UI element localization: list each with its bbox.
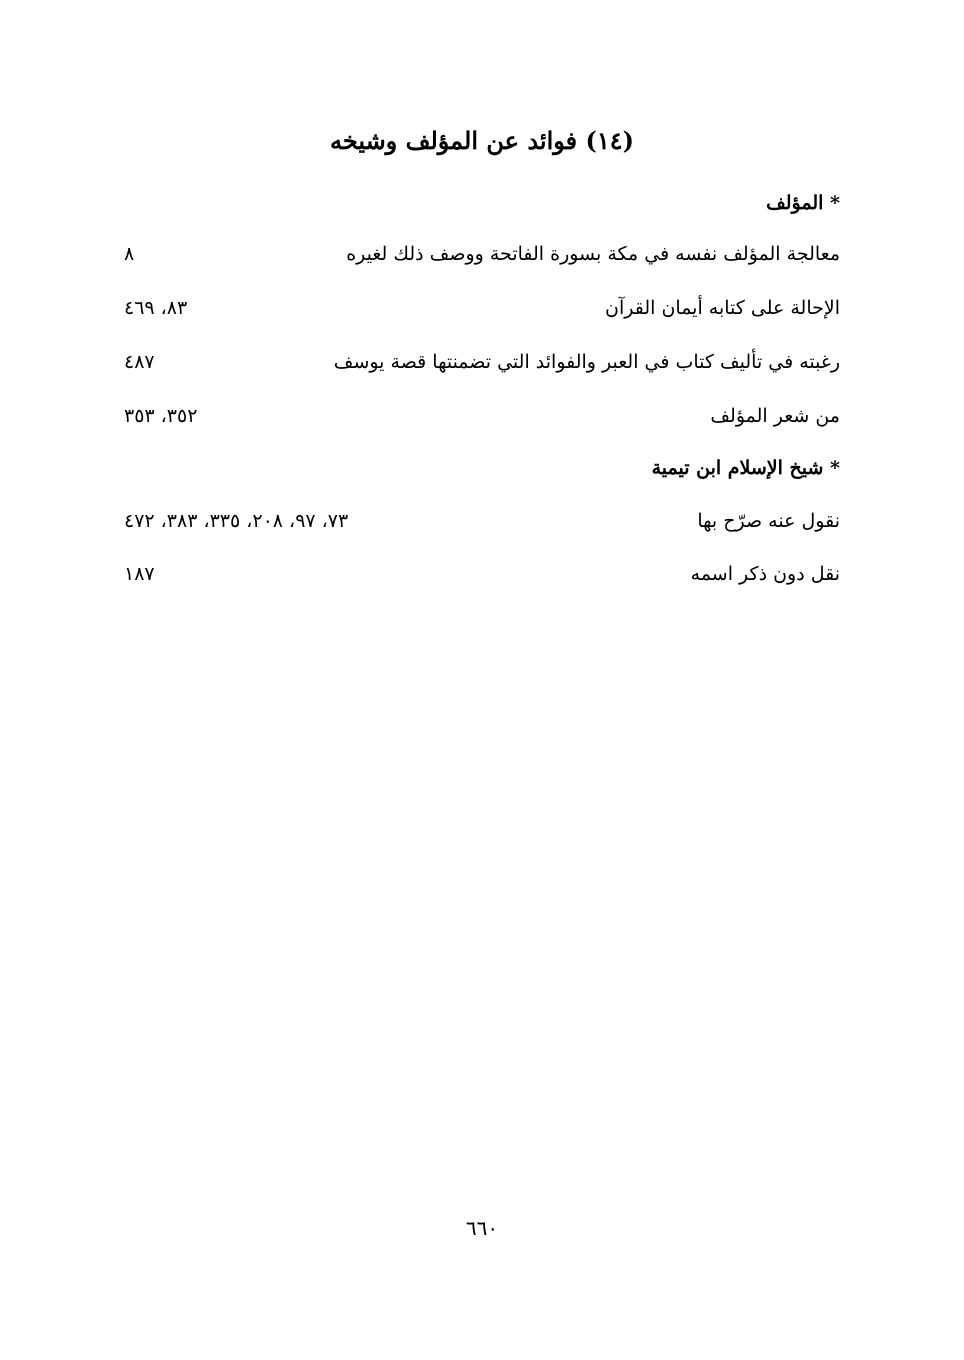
index-entry xyxy=(124,510,840,542)
entry-page-refs: ٨٣، ٤٦٩ xyxy=(124,297,188,319)
entry-text: الإحالة على كتابه أيمان القرآن xyxy=(605,297,840,319)
index-entry xyxy=(124,243,840,275)
entry-page-refs: ٣٥٢، ٣٥٣ xyxy=(124,405,198,427)
index-entry xyxy=(124,563,840,595)
page-number: ٦٦٠ xyxy=(465,1216,499,1240)
entry-page-refs: ١٨٧ xyxy=(124,563,155,585)
section-heading-author: * المؤلف xyxy=(766,192,840,214)
entry-page-refs: ٧٣، ٩٧، ٢٠٨، ٣٣٥، ٣٨٣، ٤٧٢ xyxy=(124,510,349,532)
entry-page-refs: ٨ xyxy=(124,243,135,265)
index-entry xyxy=(124,405,840,437)
section-heading-shaykh: * شيخ الإسلام ابن تيمية xyxy=(651,457,840,479)
entry-text: من شعر المؤلف xyxy=(710,405,840,427)
page-title: (١٤) فوائد عن المؤلف وشيخه xyxy=(329,126,635,155)
entry-text: معالجة المؤلف نفسه في مكة بسورة الفاتحة ووصف ذلك لغيره xyxy=(346,243,840,265)
index-entry xyxy=(124,351,840,383)
entry-text: نقل دون ذكر اسمه xyxy=(690,563,840,585)
index-entry xyxy=(124,297,840,329)
entry-text: نقول عنه صرّح بها xyxy=(697,510,840,532)
entry-page-refs: ٤٨٧ xyxy=(124,351,155,373)
entry-text: رغبته في تأليف كتاب في العبر والفوائد التي تضمنتها قصة يوسف xyxy=(333,351,840,373)
